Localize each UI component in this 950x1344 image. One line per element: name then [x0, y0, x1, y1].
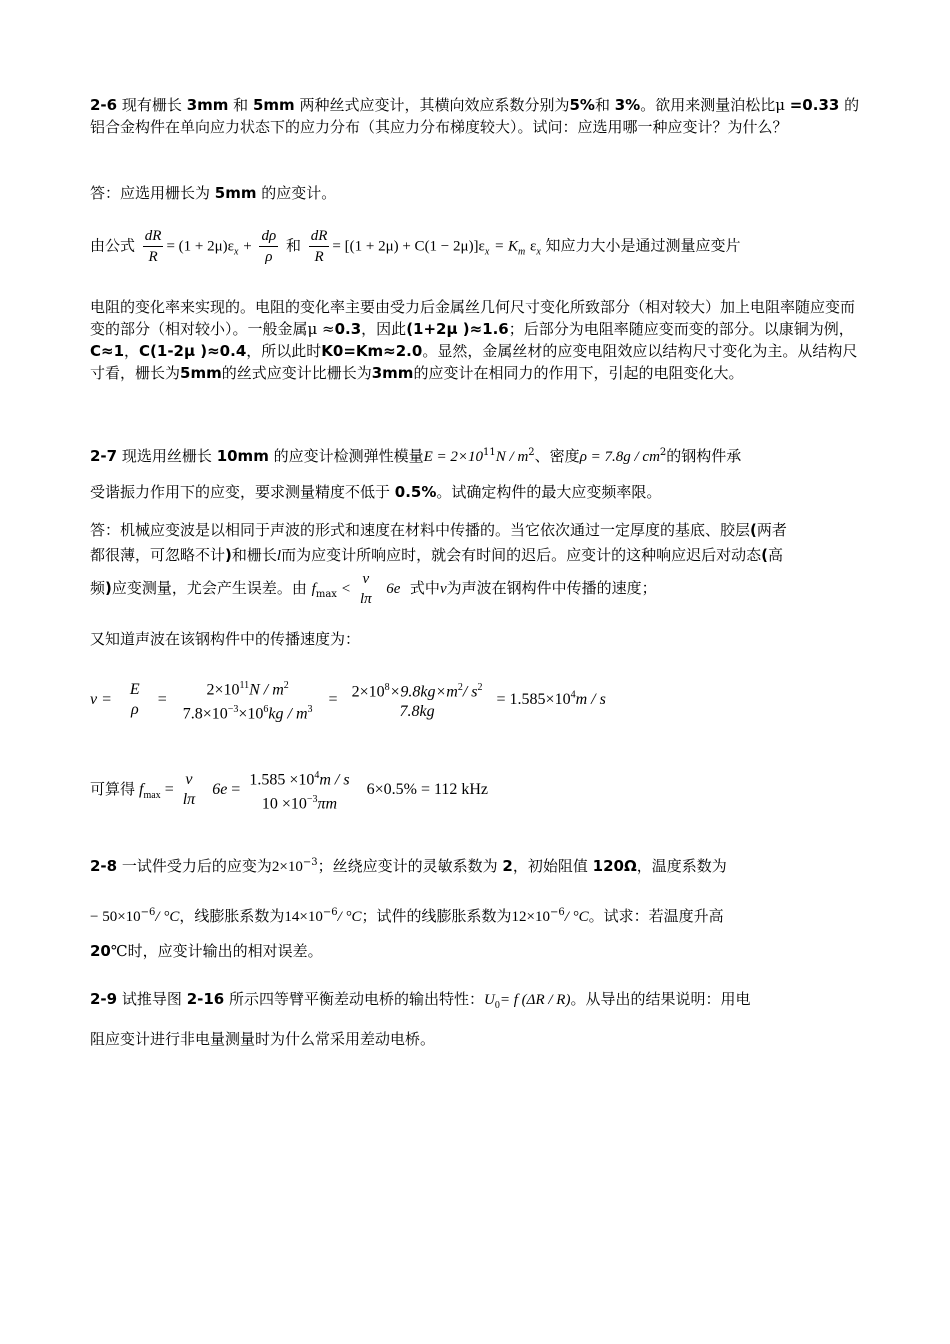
superscript: 2 — [457, 682, 463, 694]
numerator: v — [362, 571, 370, 587]
problem-2-9-line2 — [90, 1028, 860, 1050]
formula-part: m / s — [319, 771, 350, 789]
value: 5mm — [180, 364, 222, 382]
value: 3% — [614, 96, 641, 114]
text: ；后部分为电阻率随应变而变的部分。以康铜为例， — [508, 320, 854, 338]
fraction-drho-rho — [259, 226, 278, 267]
formula-part: m / s — [575, 691, 606, 708]
fraction-v-lpi — [358, 569, 374, 609]
subscript: x — [484, 246, 490, 258]
superscript: −6 — [140, 907, 156, 918]
text: 。欲用来测量泊松比μ — [640, 96, 785, 114]
denominator: R — [314, 249, 324, 265]
formula-part: < — [341, 581, 351, 597]
text: 和 — [285, 236, 301, 255]
fraction-values — [181, 676, 315, 725]
formula-part: πm — [317, 795, 338, 813]
superscript: −6 — [549, 907, 565, 918]
text: 都很薄，可忽略不计 — [90, 546, 226, 564]
problem-2-9-line1 — [90, 988, 860, 1017]
subscript: x — [536, 246, 541, 258]
value: 0.3 — [334, 320, 362, 338]
text: 、密度 — [534, 447, 580, 465]
formula-part: / °C — [155, 909, 180, 925]
text: ，初始阻值 — [512, 857, 588, 875]
numerator: v — [185, 771, 193, 789]
formula-part: ×10 — [238, 705, 264, 723]
text: ，所以此时 — [246, 342, 322, 360]
formula-part: N / m — [495, 449, 529, 465]
text: 又知道声波在该钢构件中的传播速度为： — [90, 630, 361, 648]
formula-part: − 50×10 — [90, 909, 141, 925]
value: C(1-2μ )≈0.4 — [139, 342, 247, 360]
value: 5% — [569, 96, 595, 114]
numerator — [247, 766, 351, 790]
text: 高 — [767, 546, 783, 564]
problem-2-7-line1 — [90, 442, 860, 468]
denominator: ρ — [265, 249, 273, 265]
text: 的应变计检测弹性模量 — [273, 447, 424, 465]
numerator: dR — [143, 226, 164, 247]
answer-2-6-body — [90, 296, 860, 384]
text: 的铝合金构件在单向应力状态下的应力分布（其应力分布梯度较大）。试问：应选用哪一种应变计？为什么？ — [90, 96, 860, 136]
denominator: lπ — [182, 791, 196, 809]
superscript: 11 — [239, 680, 250, 691]
superscript: 11 — [483, 447, 496, 458]
problem-2-8-line1 — [90, 852, 860, 878]
formula-part: ρ = 7.8g / cm — [579, 449, 660, 465]
text: 。从导出的结果说明：用电 — [570, 990, 751, 1008]
formula-part: 2×10 — [271, 859, 303, 875]
subscript: max — [315, 589, 337, 600]
problem-2-8-line2 — [90, 902, 860, 928]
denominator: 7.8kg — [399, 703, 435, 721]
text: 阻应变计进行非电量测量时为什么常采用差动电桥。 — [90, 1030, 436, 1048]
text: ，温度系数为 — [636, 857, 727, 875]
answer-2-6-line1 — [90, 182, 860, 204]
value: 2 — [502, 857, 513, 875]
text: ，因此 — [361, 320, 407, 338]
text: 的丝式应变计比栅长为 — [221, 364, 372, 382]
fraction-values-3 — [247, 766, 351, 815]
formula-part: 10 ×10 — [261, 795, 307, 813]
formula-part: 6×0.5% = 112 kHz — [366, 781, 489, 798]
value: 20 — [90, 942, 111, 960]
text: ) — [105, 579, 112, 597]
text: ，线膨胀系数为 — [179, 907, 285, 925]
text: 为声波在钢构件中传播的速度； — [446, 579, 657, 597]
problem-2-7-line2 — [90, 481, 860, 503]
text: 试推导图 — [121, 990, 182, 1008]
formula-part: v — [439, 581, 447, 597]
subscript: 0 — [494, 1000, 500, 1011]
superscript: 4 — [570, 689, 576, 701]
text: 和 — [594, 96, 610, 114]
subscript: m — [517, 246, 526, 258]
formula-part: 2×10 — [351, 683, 385, 701]
text: 和栅长 — [231, 546, 277, 564]
formula-part: 6e — [212, 781, 228, 798]
text: 由公式 — [90, 236, 136, 255]
formula-part: = — [231, 781, 241, 798]
equation-v — [90, 676, 606, 725]
value: 2-16 — [186, 990, 225, 1008]
formula-part: = f (ΔR / R) — [499, 992, 571, 1008]
formula-part: kg / m — [268, 705, 308, 723]
formula-part: 1.585 ×10 — [249, 771, 315, 789]
formula-part: 7.8×10 — [182, 705, 228, 723]
formula-part: = — [164, 781, 174, 798]
problem-number: 2-7 — [90, 447, 118, 465]
text: 两种丝式应变计，其横向效应系数分别为 — [299, 96, 570, 114]
formula-part: 6e — [386, 581, 401, 597]
formula-part: v = — [90, 691, 112, 708]
formula-part: / °C — [337, 909, 362, 925]
formula-part: + — [243, 238, 252, 255]
problem-number: 2-6 — [90, 96, 118, 114]
text: 所示四等臂平衡差动电桥的输出特性： — [229, 990, 485, 1008]
fraction-dR-R — [143, 226, 164, 267]
superscript: −6 — [322, 907, 338, 918]
text: ℃时，应变计输出的相对误差。 — [110, 942, 323, 960]
text: 一试件受力后的应变为 — [121, 857, 272, 875]
text: 现有栅长 — [121, 96, 182, 114]
value: 3mm — [371, 364, 414, 382]
superscript: 2 — [283, 680, 289, 691]
text: ) — [225, 546, 232, 564]
formula-part: f — [311, 581, 316, 597]
formula-line — [90, 226, 741, 267]
formula-part: l — [276, 548, 282, 564]
formula-part: N / m — [249, 681, 284, 699]
superscript: −3 — [302, 857, 318, 868]
superscript: 6 — [263, 704, 269, 716]
fraction-values-2 — [350, 678, 485, 722]
superscript: 3 — [307, 704, 313, 716]
formula-part: f — [139, 781, 144, 798]
formula-part: 12×10 — [511, 909, 550, 925]
denominator — [181, 700, 315, 724]
formula-part: = K — [494, 238, 518, 255]
formula-part: ×9.8kg×m — [389, 683, 458, 701]
fraction-v-lpi-2 — [181, 770, 197, 810]
text: 应变测量，尤会产生误差。由 — [111, 579, 307, 597]
numerator: dR — [309, 226, 330, 247]
formula-part: / °C — [564, 909, 589, 925]
superscript: 8 — [384, 682, 390, 694]
value: =0.33 — [789, 96, 840, 114]
formula-part: = — [157, 691, 167, 708]
numerator: E — [129, 681, 140, 699]
text: 。试确定构件的最大应变频率限。 — [436, 483, 662, 501]
value: 3mm — [186, 96, 229, 114]
value: (1+2μ )≈1.6 — [406, 320, 509, 338]
subscript: x — [233, 246, 239, 258]
value: K0=Km≈2.0 — [321, 342, 423, 360]
text: 式中 — [409, 579, 440, 597]
numerator — [350, 678, 485, 702]
text: 和 — [233, 96, 249, 114]
subscript: max — [143, 790, 161, 802]
text: 的应变计。 — [261, 184, 337, 202]
text: 的应变计在相同力的作用下，引起的电阻变化大。 — [413, 364, 744, 382]
denominator: R — [148, 249, 158, 265]
formula-part: = 1.585×10 — [496, 691, 571, 708]
numerator: dρ — [259, 226, 278, 247]
text: ( — [761, 546, 768, 564]
formula-part: ε — [530, 238, 537, 255]
text: 可算得 — [90, 780, 136, 798]
denominator — [247, 790, 351, 814]
superscript: 2 — [477, 682, 483, 694]
text: 。显然，金属丝材的应变电阻效应以结构尺寸变化为主。从结构尺寸看，栅长为 — [90, 342, 858, 382]
formula-part: 2×10 — [206, 681, 240, 699]
value: 10mm — [216, 447, 269, 465]
formula-part: E = 2×10 — [423, 449, 484, 465]
superscript: −3 — [306, 794, 318, 806]
value: 5mm — [252, 96, 295, 114]
text: ；试件的线膨胀系数为 — [361, 907, 512, 925]
text: 答：机械应变波是以相同于声波的形式和速度在材料中传播的。当它依次通过一定厚度的基底、胶层 — [90, 521, 751, 539]
text: ( — [750, 521, 757, 539]
formula-part: U — [484, 992, 495, 1008]
equation-fmax — [90, 766, 488, 815]
text: 知应力大小是通过测量应变片 — [545, 236, 741, 255]
problem-2-6 — [90, 94, 860, 138]
text: 而为应变计所响应时，就会有时间的迟后。应变计的这种响应迟后对动态 — [281, 546, 762, 564]
text: 答：应选用栅长为 — [90, 184, 211, 202]
text: 两者 — [756, 521, 787, 539]
formula-part: = — [328, 691, 338, 708]
value: C≈1 — [90, 342, 125, 360]
denominator: ρ — [130, 701, 139, 719]
text: ；丝绕应变计的灵敏系数为 — [317, 857, 498, 875]
answer-2-7-line4 — [90, 628, 860, 650]
text: 现选用丝栅长 — [121, 447, 212, 465]
value: 5mm — [214, 184, 257, 202]
formula-part: / s — [462, 683, 478, 701]
problem-2-8-line3 — [90, 940, 860, 962]
text: 的钢构件承 — [666, 447, 742, 465]
numerator — [181, 676, 315, 700]
superscript: 4 — [314, 770, 320, 781]
problem-number: 2-9 — [90, 990, 118, 1008]
fraction-dR-R-2 — [309, 226, 330, 267]
text: 受谐振力作用下的应变，要求测量精度不低于 — [90, 483, 391, 501]
superscript: 2 — [528, 447, 535, 458]
text: 。试求：若温度升高 — [588, 907, 724, 925]
problem-number: 2-8 — [90, 857, 118, 875]
formula-part: = [(1 + 2μ) + C(1 − 2μ)]ε — [332, 238, 485, 255]
answer-2-7 — [90, 518, 860, 609]
formula-part: 14×10 — [284, 909, 323, 925]
superscript: 2 — [659, 447, 667, 458]
text: ， — [124, 342, 140, 360]
text: 电阻的变化率来实现的。电阻的变化率主要由受力后金属丝几何尺寸变化所致部分（相对较大）加上电阻率随应变而变的部分（相对较小）。一般金属μ ≈ — [90, 298, 856, 338]
value: 120Ω — [592, 857, 637, 875]
fraction-E-rho — [128, 680, 142, 720]
value: 0.5% — [394, 483, 437, 501]
text: 频 — [90, 579, 106, 597]
formula-part: = (1 + 2μ)ε — [166, 238, 234, 255]
denominator: lπ — [359, 591, 372, 607]
superscript: −3 — [227, 704, 239, 716]
